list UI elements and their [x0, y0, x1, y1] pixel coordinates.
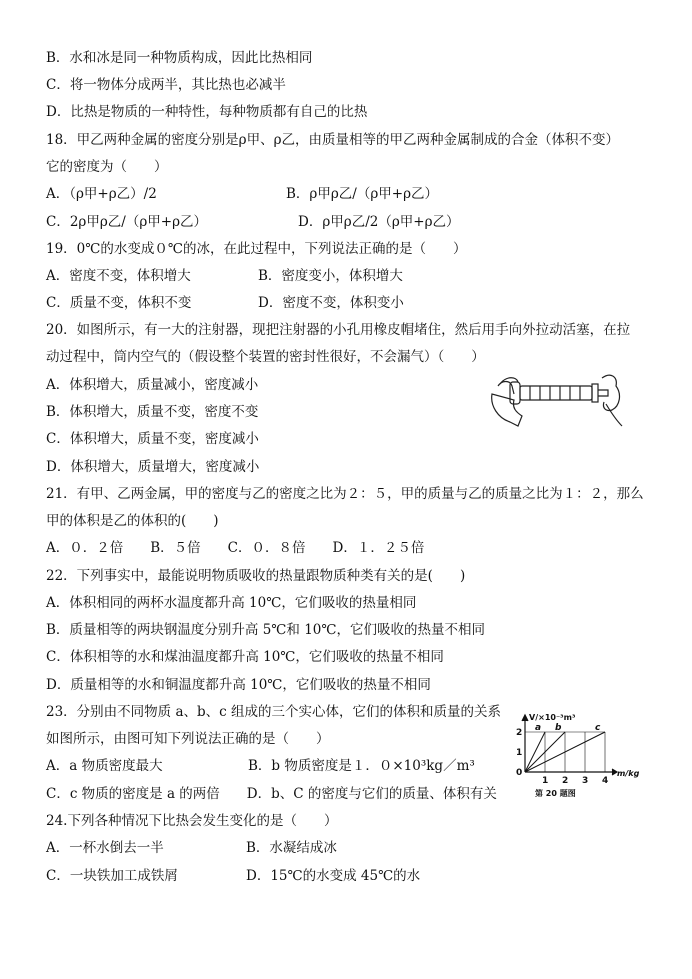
question-24: 24.下列各种情况下比热会发生变化的是（ ）	[46, 813, 338, 829]
q18-option-d: D．ρ甲ρ乙/2（ρ甲+ρ乙）	[298, 214, 460, 230]
question-23: 23．分别由不同物质 a、b、c 组成的三个实心体，它们的体积和质量的关系	[46, 704, 502, 720]
x-tick-label-1: 1	[542, 776, 549, 786]
q23-option-a: A．a 物质密度最大	[46, 758, 163, 774]
y-tick-label-2: 2	[516, 728, 523, 738]
text-line-1: B．水和冰是同一种物质构成，因此比热相同	[46, 50, 313, 66]
volume-mass-graph	[505, 712, 645, 802]
question-18: 18．甲乙两种金属的密度分别是ρ甲、ρ乙，由质量相等的甲乙两种金属制成的合金（体积不变）	[46, 132, 620, 148]
q20-option-a: A．体积增大，质量减小，密度减小	[46, 377, 259, 393]
series-label-a: a	[535, 723, 542, 733]
syringe-illustration	[488, 364, 624, 430]
q20-option-b: B．体积增大，质量不变，密度不变	[46, 404, 259, 420]
q22-option-c: C．体积相等的水和煤油温度都升高 10℃，它们吸收的热量不相同	[46, 649, 444, 665]
q20-option-c: C．体积增大，质量不变，密度减小	[46, 431, 259, 447]
q24-option-c: C．一块铁加工成铁屑	[46, 868, 178, 884]
text-line-2: C．将一物体分成两半，其比热也必减半	[46, 77, 286, 93]
x-axis-label: m/kg	[617, 769, 640, 778]
q21-options: A．０．２倍 B．５倍 C．０．８倍 D．１．２５倍	[46, 540, 425, 556]
q19-option-b: B．密度变小，体积增大	[258, 268, 403, 284]
x-tick-label-4: 4	[602, 776, 609, 786]
question-20-cont: 动过程中，筒内空气的（假设整个装置的密封性很好，不会漏气）（ ）	[46, 349, 485, 365]
q18-option-c: C．2ρ甲ρ乙/（ρ甲+ρ乙）	[46, 214, 208, 230]
question-22: 22．下列事实中，最能说明物质吸收的热量跟物质种类有关的是( )	[46, 568, 466, 584]
series-label-c: c	[595, 723, 601, 733]
q24-option-d: D．15℃的水变成 45℃的水	[246, 868, 421, 884]
q19-option-d: D．密度不变，体积变小	[258, 295, 404, 311]
x-tick-label-3: 3	[582, 776, 589, 786]
q20-option-d: D．体积增大，质量增大，密度减小	[46, 459, 260, 475]
series-line-a	[525, 732, 545, 772]
origin-label: 0	[516, 768, 523, 778]
question-19: 19．0℃的水变成０℃的冰，在此过程中，下列说法正确的是（ ）	[46, 241, 467, 257]
y-tick-label-1: 1	[516, 748, 523, 758]
q18-option-a: A．（ρ甲+ρ乙）/2	[46, 186, 157, 202]
q24-option-a: A．一杯水倒去一半	[46, 840, 164, 856]
q22-option-a: A．体积相同的两杯水温度都升高 10℃，它们吸收的热量相同	[46, 595, 417, 611]
y-axis-label: V/×10⁻³m³	[529, 713, 576, 722]
q22-option-b: B．质量相等的两块钢温度分别升高 5℃和 10℃，它们吸收的热量不相同	[46, 622, 485, 638]
series-label-b: b	[555, 723, 562, 733]
text-line-3: D．比热是物质的一种特性，每种物质都有自己的比热	[46, 104, 368, 120]
graph-caption: 第 20 题图	[535, 789, 576, 798]
question-23-cont: 如图所示，由图可知下列说法正确的是（ ）	[46, 731, 330, 747]
x-tick-label-2: 2	[562, 776, 569, 786]
question-21: 21．有甲、乙两金属，甲的密度与乙的密度之比为２：５，甲的质量与乙的质量之比为１：２，那么	[46, 486, 644, 502]
q23-option-cd: C．c 物质的密度是 a 的两倍 D．b、C 的密度与它们的质量、体积有关	[46, 786, 497, 802]
q24-option-b: B．水凝结成冰	[246, 840, 337, 856]
question-20: 20．如图所示，有一大的注射器，现把注射器的小孔用橡皮帽堵住，然后用手向外拉动活塞，在拉	[46, 322, 631, 338]
q19-option-a: A．密度不变，体积增大	[46, 268, 191, 284]
q19-option-c: C．质量不变，体积不变	[46, 295, 192, 311]
q22-option-d: D．质量相等的水和铜温度都升高 10℃，它们吸收的热量不相同	[46, 677, 431, 693]
q23-option-b: B．b 物质密度是１．０×10³kg／m³	[248, 758, 475, 774]
q18-option-b: B．ρ甲ρ乙/（ρ甲+ρ乙）	[286, 186, 439, 202]
question-18-cont: 它的密度为（ ）	[46, 159, 168, 175]
question-21-cont: 甲的体积是乙的体积的( )	[46, 513, 219, 529]
